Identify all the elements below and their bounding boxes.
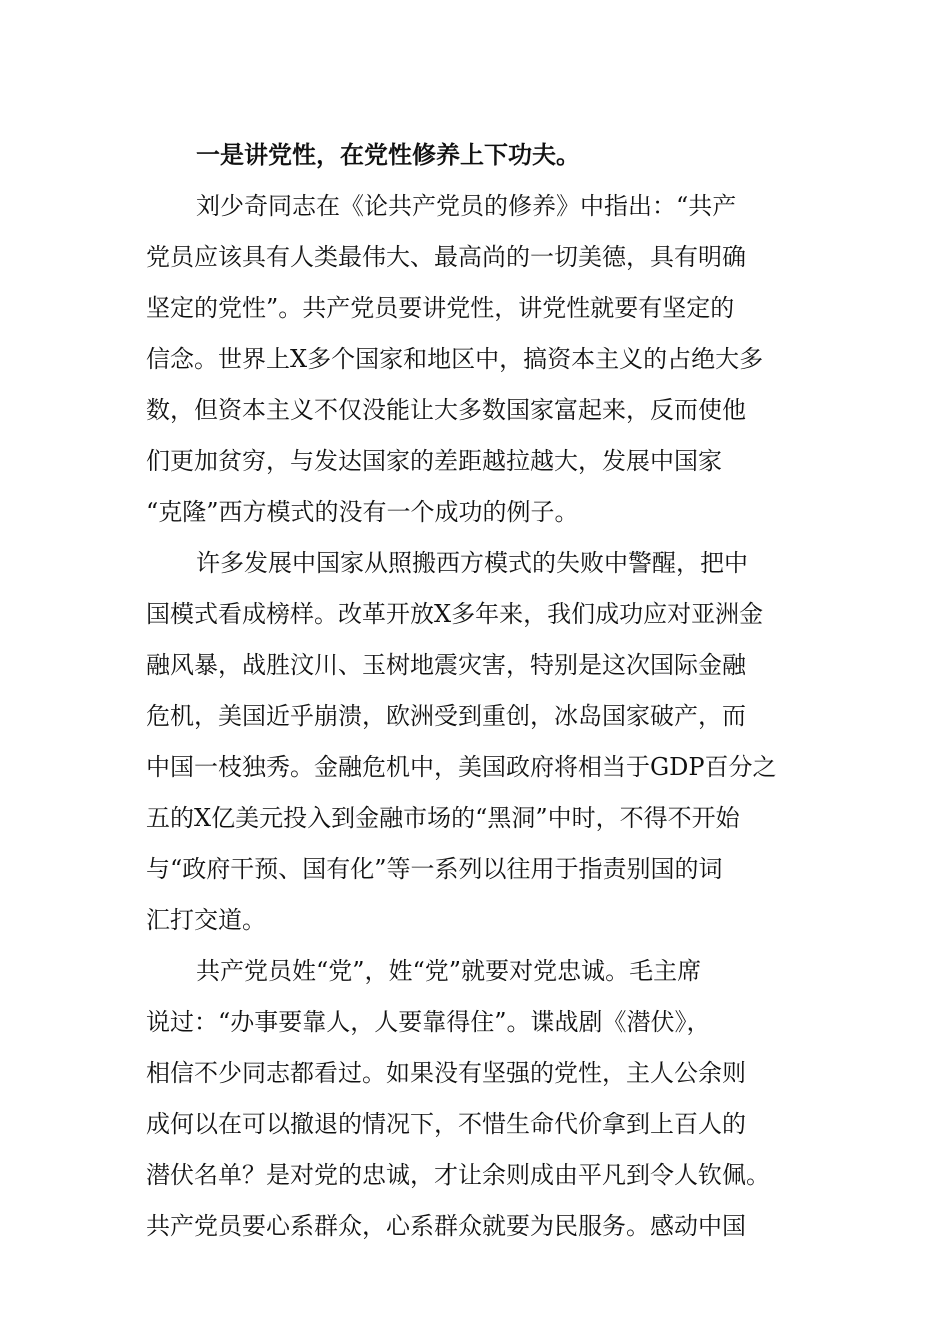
section-heading: 一是讲党性，在党性修养上下功夫。 bbox=[196, 141, 580, 169]
paragraph-line: 危机，美国近乎崩溃，欧洲受到重创，冰岛国家破产，而 bbox=[146, 702, 746, 730]
paragraph-line: 潜伏名单？是对党的忠诚，才让余则成由平凡到令人钦佩。 bbox=[146, 1161, 770, 1189]
paragraph-line: 许多发展中国家从照搬西方模式的失败中警醒，把中 bbox=[196, 549, 748, 577]
paragraph-line: 共产党员姓“党”，姓“党”就要对党忠诚。毛主席 bbox=[196, 957, 702, 985]
paragraph-line: 成何以在可以撤退的情况下，不惜生命代价拿到上百人的 bbox=[146, 1110, 746, 1138]
paragraph-line: 融风暴，战胜汶川、玉树地震灾害，特别是这次国际金融 bbox=[146, 651, 746, 679]
document-body bbox=[146, 130, 808, 1252]
paragraph-line: 国模式看成榜样。改革开放X多年来，我们成功应对亚洲金 bbox=[146, 600, 764, 628]
paragraph-line: 中国一枝独秀。金融危机中，美国政府将相当于GDP百分之 bbox=[146, 753, 777, 781]
paragraph-line: 党员应该具有人类最伟大、最高尚的一切美德，具有明确 bbox=[146, 243, 746, 271]
paragraph-line: 共产党员要心系群众，心系群众就要为民服务。感动中国 bbox=[146, 1212, 746, 1240]
paragraph-line: 坚定的党性”。共产党员要讲党性，讲党性就要有坚定的 bbox=[146, 294, 735, 322]
paragraph-line: 信念。世界上X多个国家和地区中，搞资本主义的占绝大多 bbox=[146, 345, 764, 373]
paragraph-line: 们更加贫穷，与发达国家的差距越拉越大，发展中国家 bbox=[146, 447, 722, 475]
paragraph-line: 刘少奇同志在《论共产党员的修养》中指出：“共产 bbox=[196, 192, 737, 220]
paragraph-1 bbox=[146, 181, 808, 538]
paragraph-line: “克隆”西方模式的没有一个成功的例子。 bbox=[146, 498, 579, 526]
paragraph-line: 与“政府干预、国有化”等一系列以往用于指责别国的词 bbox=[146, 855, 723, 883]
paragraph-3 bbox=[146, 946, 808, 1252]
paragraph-line: 五的X亿美元投入到金融市场的“黑洞”中时，不得不开始 bbox=[146, 804, 740, 832]
paragraph-line: 汇打交道。 bbox=[146, 906, 266, 934]
paragraph-2 bbox=[146, 538, 808, 946]
paragraph-line: 相信不少同志都看过。如果没有坚强的党性，主人公余则 bbox=[146, 1059, 746, 1087]
paragraph-line: 说过：“办事要靠人，人要靠得住”。谍战剧《潜伏》， bbox=[146, 1008, 711, 1036]
paragraph-line: 数，但资本主义不仅没能让大多数国家富起来，反而使他 bbox=[146, 396, 746, 424]
